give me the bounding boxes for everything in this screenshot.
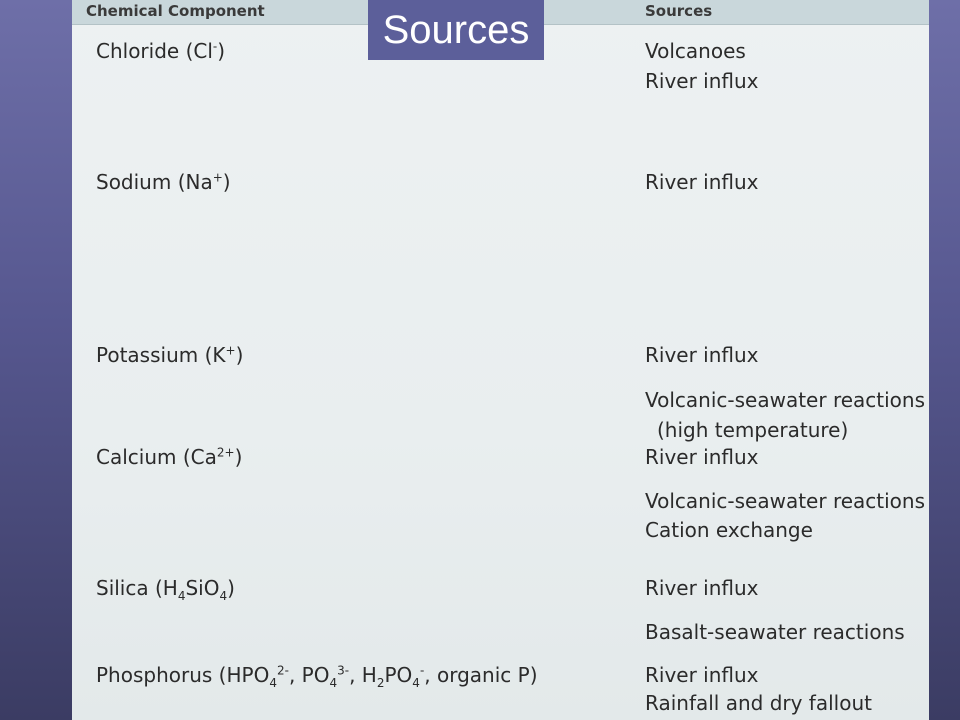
source-chloride-1: Volcanoes: [645, 39, 746, 63]
source-phosphorus-1: River influx: [645, 663, 759, 687]
component-phosphorus: Phosphorus ($HPO_4^{2-}$, $PO_4^{3-}$, $H_2PO_4^-$, organic P): [96, 663, 538, 690]
source-calcium-2: Volcanic-seawater reactions: [645, 489, 926, 513]
source-potassium-1: River influx: [645, 343, 759, 367]
component-sodium: Sodium (Na+): [96, 170, 231, 194]
source-phosphorus-2: Rainfall and dry fallout: [645, 691, 872, 715]
ghost-text: [302, 244, 307, 263]
source-sodium-1: River influx: [645, 170, 759, 194]
source-silica-1: River influx: [645, 576, 759, 600]
slide-title: Sources: [368, 0, 544, 60]
header-sources: Sources: [645, 2, 713, 20]
source-potassium-3: (high temperature): [657, 418, 849, 442]
source-potassium-2: Volcanic-seawater reactions: [645, 388, 926, 412]
component-silica: Silica $(H_4SiO_4)$: [96, 576, 235, 603]
header-chemical-component: Chemical Component: [86, 2, 265, 20]
component-calcium: Calcium $(Ca^{2+})$: [96, 445, 243, 469]
source-chloride-2: River influx: [645, 69, 759, 93]
source-calcium-1: River influx: [645, 445, 759, 469]
source-silica-2: Basalt-seawater reactions: [645, 620, 905, 644]
source-calcium-3: Cation exchange: [645, 518, 813, 542]
component-chloride: Chloride (Cl-): [96, 39, 226, 63]
component-potassium: Potassium (K+): [96, 343, 244, 367]
